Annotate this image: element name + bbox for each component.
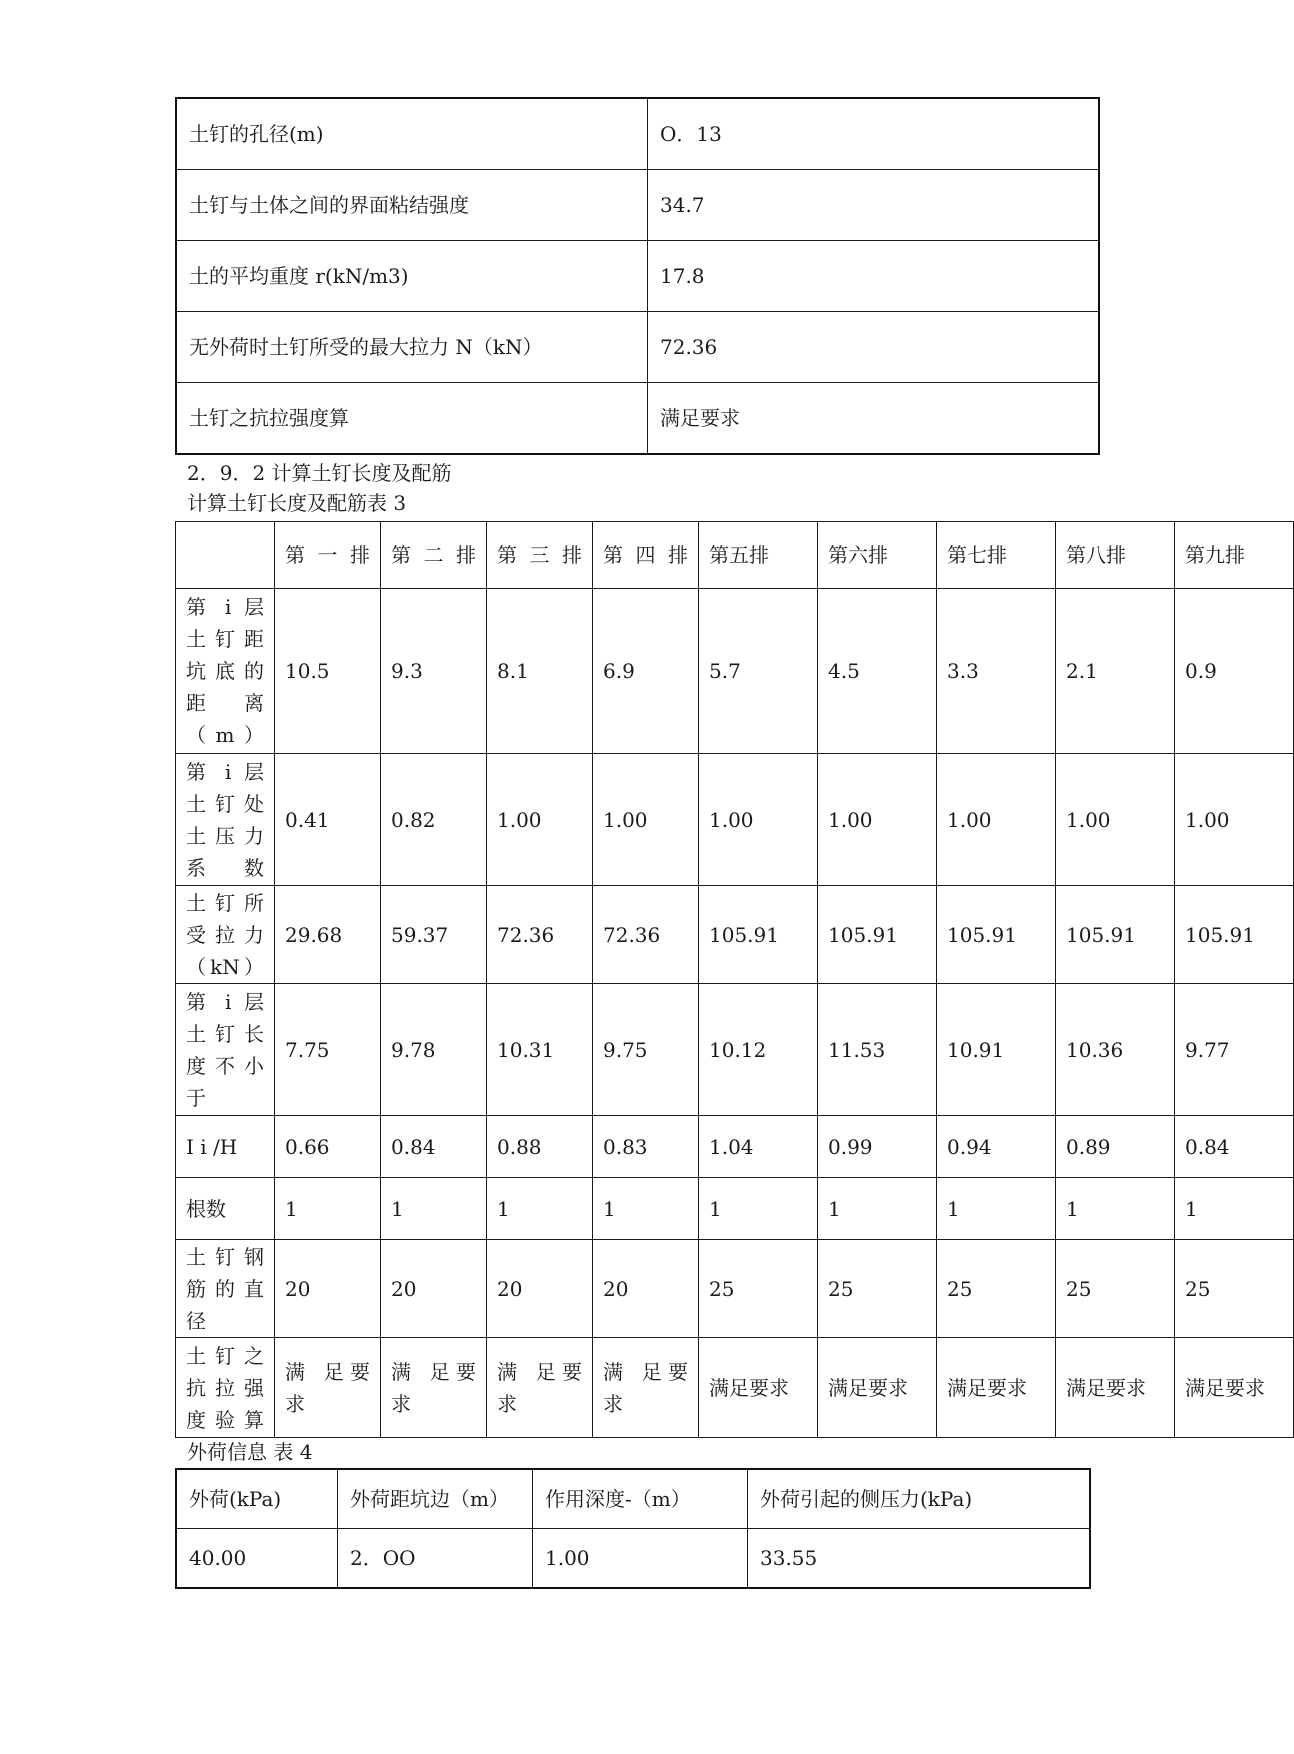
table-cell: 1.00	[487, 754, 593, 886]
table-row	[176, 383, 1099, 455]
corner-cell	[176, 522, 275, 589]
table-cell: 1	[1056, 1178, 1175, 1240]
table-cell: 105.91	[699, 886, 818, 984]
row-header: 第 i 层土钉长度不小于	[176, 984, 275, 1116]
table-cell: 10.12	[699, 984, 818, 1116]
table-row	[176, 170, 1099, 241]
table-cell: 9.75	[593, 984, 699, 1116]
column-header: 第 四 排	[593, 522, 699, 589]
table-cell: 10.31	[487, 984, 593, 1116]
table-cell: 1	[593, 1178, 699, 1240]
row-header: I i /H	[176, 1116, 275, 1178]
table-cell: 0.88	[487, 1116, 593, 1178]
table-cell: 满 足要求	[487, 1338, 593, 1438]
table-cell: 满足要求	[937, 1338, 1056, 1438]
table-cell: 1	[699, 1178, 818, 1240]
table-cell: 满足要求	[699, 1338, 818, 1438]
table-header-row	[176, 1469, 1090, 1529]
table-cell: 0.84	[381, 1116, 487, 1178]
column-header: 作用深度-（m）	[533, 1469, 748, 1529]
table-row	[176, 754, 1294, 886]
table-cell: 满足要求	[818, 1338, 937, 1438]
row-header: 第 i 层土钉距坑底的距离（m）	[176, 589, 275, 754]
table-cell: 72.36	[593, 886, 699, 984]
column-header: 第 二 排	[381, 522, 487, 589]
table-cell: 9.77	[1175, 984, 1294, 1116]
table-cell: 20	[487, 1240, 593, 1338]
table-cell: 0.82	[381, 754, 487, 886]
table-cell: 6.9	[593, 589, 699, 754]
table-cell: 10.91	[937, 984, 1056, 1116]
table-cell: 20	[275, 1240, 381, 1338]
table-cell: 105.91	[1056, 886, 1175, 984]
table-row	[176, 589, 1294, 754]
table-caption: 外荷信息 表 4	[187, 1440, 313, 1464]
table-cell: 1	[818, 1178, 937, 1240]
column-header: 第 一 排	[275, 522, 381, 589]
column-header: 第七排	[937, 522, 1056, 589]
table-row	[176, 312, 1099, 383]
table-cell: 29.68	[275, 886, 381, 984]
table-cell: 105.91	[818, 886, 937, 984]
table-cell: 0.66	[275, 1116, 381, 1178]
table-cell: 3.3	[937, 589, 1056, 754]
table-cell: 1	[1175, 1178, 1294, 1240]
table-cell: 7.75	[275, 984, 381, 1116]
table-row	[176, 984, 1294, 1116]
column-header: 外荷(kPa)	[176, 1469, 338, 1529]
table-row	[176, 98, 1099, 170]
table-cell: 满足要求	[1175, 1338, 1294, 1438]
table-row	[176, 1338, 1294, 1438]
table-row	[176, 886, 1294, 984]
row-header: 第 i 层土钉处土压力系数	[176, 754, 275, 886]
table-cell: 4.5	[818, 589, 937, 754]
param-label: 土的平均重度 r(kN/m3)	[176, 241, 648, 312]
table-cell: 满 足要求	[381, 1338, 487, 1438]
param-label: 土钉与土体之间的界面粘结强度	[176, 170, 648, 241]
param-value: O．13	[648, 98, 1100, 170]
table-cell: 1	[275, 1178, 381, 1240]
table-cell: 105.91	[937, 886, 1056, 984]
param-value: 满足要求	[648, 383, 1100, 455]
table-cell: 0.84	[1175, 1116, 1294, 1178]
table-cell: 72.36	[487, 886, 593, 984]
table-cell: 25	[1175, 1240, 1294, 1338]
table-cell: 0.99	[818, 1116, 937, 1178]
table-cell: 1.00	[1056, 754, 1175, 886]
table-cell: 1.00	[1175, 754, 1294, 886]
table-cell: 10.5	[275, 589, 381, 754]
table-cell: 2．OO	[338, 1529, 533, 1589]
table-cell: 1.00	[593, 754, 699, 886]
row-header: 土钉钢筋的直径	[176, 1240, 275, 1338]
table-cell: 1	[937, 1178, 1056, 1240]
table-row	[176, 1240, 1294, 1338]
table-cell: 1	[381, 1178, 487, 1240]
table-cell: 40.00	[176, 1529, 338, 1589]
row-header: 土钉所受拉力（kN）	[176, 886, 275, 984]
table-cell: 满 足要求	[275, 1338, 381, 1438]
table-cell: 33.55	[748, 1529, 1091, 1589]
table-cell: 1.00	[699, 754, 818, 886]
table-cell: 满 足要求	[593, 1338, 699, 1438]
table-row	[176, 241, 1099, 312]
column-header: 第五排	[699, 522, 818, 589]
column-header: 第九排	[1175, 522, 1294, 589]
param-value: 34.7	[648, 170, 1100, 241]
param-label: 无外荷时土钉所受的最大拉力 N（kN）	[176, 312, 648, 383]
table-cell: 8.1	[487, 589, 593, 754]
table-cell: 59.37	[381, 886, 487, 984]
table-cell: 1	[487, 1178, 593, 1240]
table-cell: 0.41	[275, 754, 381, 886]
table-cell: 20	[593, 1240, 699, 1338]
table-cell: 9.78	[381, 984, 487, 1116]
table-cell: 10.36	[1056, 984, 1175, 1116]
table-cell: 11.53	[818, 984, 937, 1116]
table-cell: 0.94	[937, 1116, 1056, 1178]
table-cell: 20	[381, 1240, 487, 1338]
table-cell: 25	[818, 1240, 937, 1338]
table-cell: 1.04	[699, 1116, 818, 1178]
column-header: 外荷距坑边（m）	[338, 1469, 533, 1529]
external-load-table	[175, 1468, 1091, 1589]
parameter-table	[175, 97, 1100, 455]
row-header: 根数	[176, 1178, 275, 1240]
param-value: 17.8	[648, 241, 1100, 312]
nail-length-table	[175, 521, 1294, 1438]
table-cell: 1.00	[937, 754, 1056, 886]
table-cell: 9.3	[381, 589, 487, 754]
table-cell: 0.83	[593, 1116, 699, 1178]
row-header: 土钉之抗拉强度验算	[176, 1338, 275, 1438]
table-row	[176, 1178, 1294, 1240]
table-cell: 25	[1056, 1240, 1175, 1338]
table-header-row	[176, 522, 1294, 589]
param-label: 土钉的孔径(m)	[176, 98, 648, 170]
column-header: 第八排	[1056, 522, 1175, 589]
table-caption: 计算土钉长度及配筋表 3	[187, 491, 407, 515]
column-header: 第六排	[818, 522, 937, 589]
param-label: 土钉之抗拉强度算	[176, 383, 648, 455]
table-cell: 1.00	[818, 754, 937, 886]
table-cell: 0.89	[1056, 1116, 1175, 1178]
table-cell: 25	[937, 1240, 1056, 1338]
param-value: 72.36	[648, 312, 1100, 383]
section-heading: 2．9．2 计算土钉长度及配筋	[187, 461, 452, 485]
column-header: 外荷引起的侧压力(kPa)	[748, 1469, 1091, 1529]
table-cell: 0.9	[1175, 589, 1294, 754]
column-header: 第 三 排	[487, 522, 593, 589]
table-cell: 满足要求	[1056, 1338, 1175, 1438]
table-cell: 25	[699, 1240, 818, 1338]
table-cell: 1.00	[533, 1529, 748, 1589]
table-cell: 105.91	[1175, 886, 1294, 984]
table-row	[176, 1116, 1294, 1178]
table-cell: 2.1	[1056, 589, 1175, 754]
table-cell: 5.7	[699, 589, 818, 754]
table-row	[176, 1529, 1090, 1589]
